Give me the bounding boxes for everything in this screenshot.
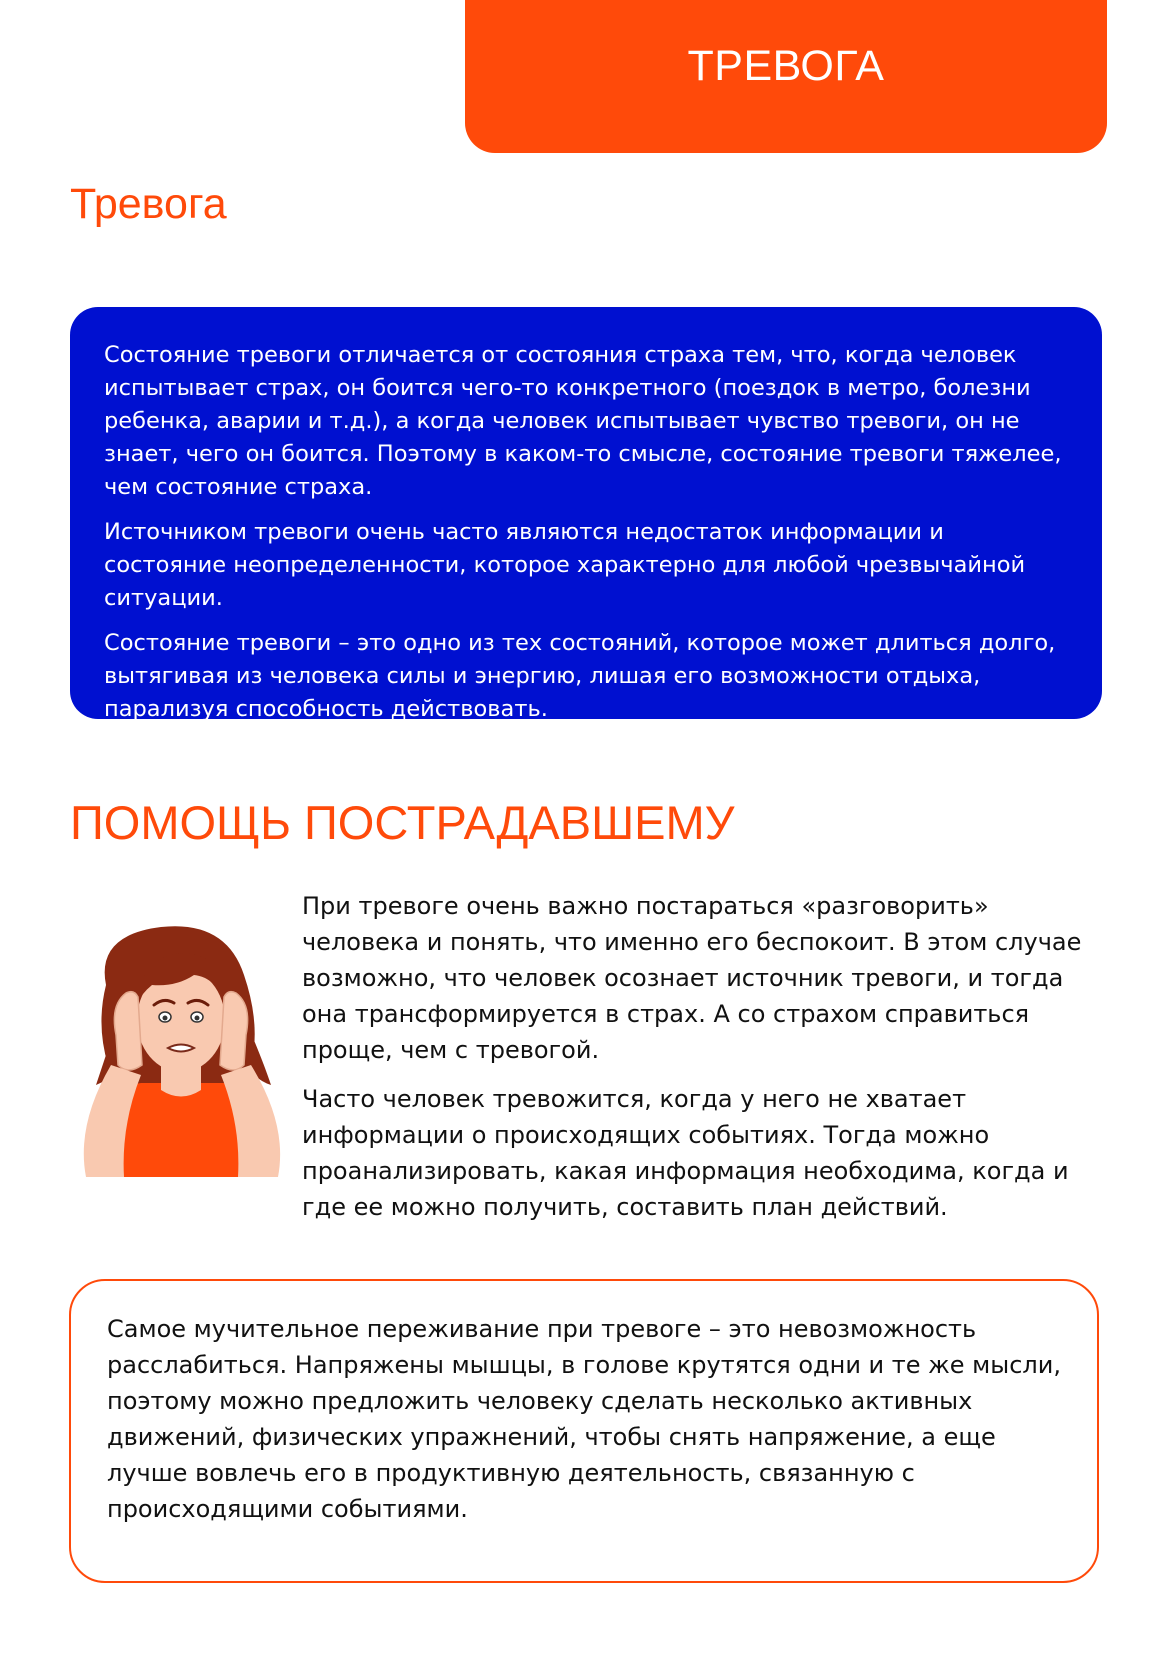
info-paragraph: Источником тревоги очень часто являются недостаток информации и состояние неопределенности, которое характерно для любой чрезвычайной ситуации.	[104, 519, 1026, 611]
header-tab	[465, 0, 1107, 153]
help-text	[302, 888, 1102, 1238]
note-box	[69, 1279, 1099, 1583]
help-paragraph: При тревоге очень важно постараться «разговорить» человека и понять, что именно его беспокоит. В этом случае возможно, что человек осознает источник тревоги, и тогда она трансформируется в страх. А со страхом справиться проще, чем с тревогой.	[302, 892, 1082, 1064]
header-tab-title: ТРЕВОГА	[687, 42, 885, 90]
info-paragraph: Состояние тревоги – это одно из тех состояний, которое может длиться долго, вытягивая из человека силы и энергию, лишая его возможности отдыха, парализуя способность действовать.	[104, 630, 1056, 722]
help-title: ПОМОЩЬ ПОСТРАДАВШЕМУ	[70, 796, 735, 849]
info-paragraph: Состояние тревоги отличается от состояния страха тем, что, когда человек испытывает страх, он боится чего-то конкретного (поездок в метро, болезни ребенка, аварии и т.д.), а когда человек испытывает чувство тревоги, он не знает, чего он боится. Поэтому в каком-то смысле, состояние тревоги тяжелее, чем состояние страха.	[104, 342, 1062, 500]
help-paragraph: Часто человек тревожится, когда у него не хватает информации о происходящих событиях. Тогда можно проанализировать, какая информация необходима, когда и где ее можно получить, составить план действий.	[302, 1085, 1069, 1221]
section-title: Тревога	[70, 180, 227, 228]
anxious-woman-illustration	[66, 915, 296, 1177]
info-box	[70, 307, 1102, 722]
note-text: Самое мучительное переживание при тревоге – это невозможность расслабиться. Напряжены мышцы, в голове крутятся одни и те же мысли, поэтому можно предложить человеку сделать несколько активных движений, физических упражнений, чтобы снять напряжение, а еще лучше вовлечь его в продуктивную деятельность, связанную с происходящими событиями.	[107, 1315, 1061, 1523]
